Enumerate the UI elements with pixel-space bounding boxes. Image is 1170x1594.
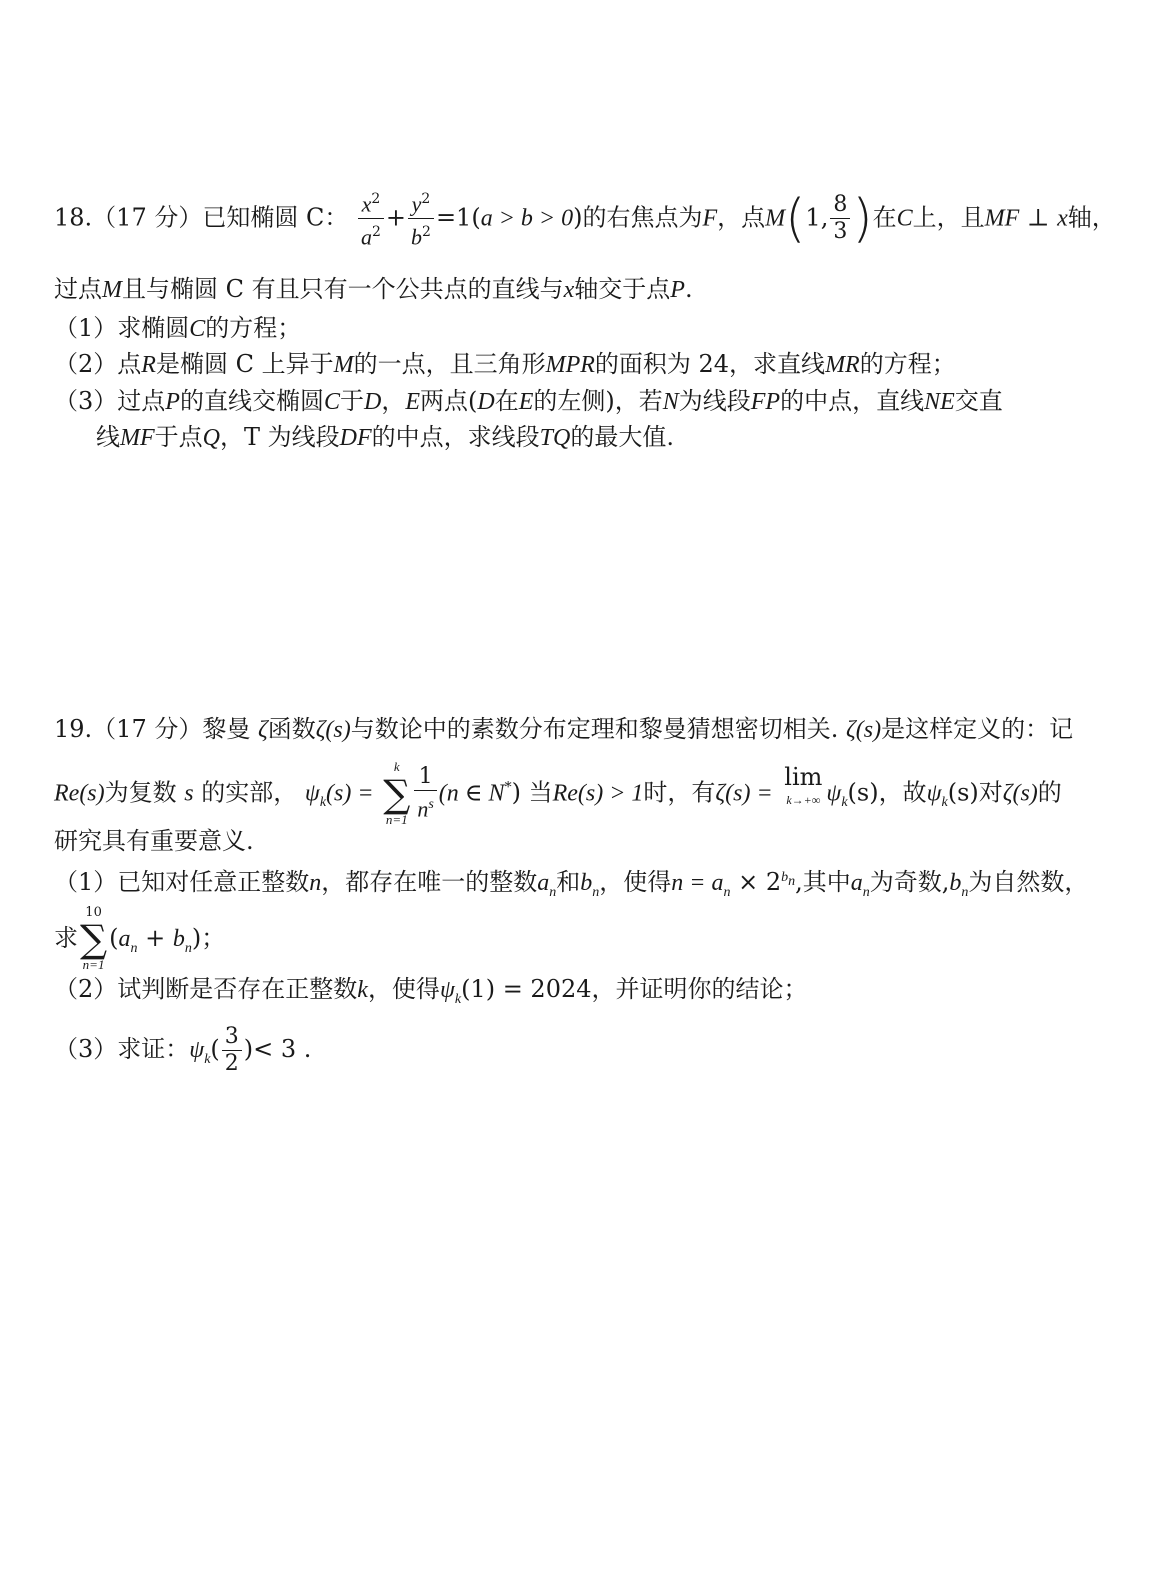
q19-frac: $\frac{1}{n^s}$ <box>414 764 436 823</box>
q18-part-2: （2）点R是椭圆 C 上异于M的一点，且三角形MPR的面积为 24，求直线MR的方程； <box>54 350 956 378</box>
q18-frac-y: $\frac{y^2}{b^2}$ <box>408 186 434 252</box>
q19-part-1-cont: 求 10 ∑ n=1 $(a_n + b_n)$； <box>54 905 226 972</box>
q18-frac-x: $\frac{x^2}{a^2}$ <box>358 186 384 252</box>
q18-part-1: （1）求椭圆C的方程； <box>54 314 302 342</box>
q18-point-y-frac: $\frac{8}{3}$ <box>830 192 850 245</box>
q19-part-3: （3）求证：$\psi_k$( $\frac{3}{2}$ )< 3 . <box>54 1024 312 1076</box>
q19-part-1: （1）已知对任意正整数n，都存在唯一的整数$a_n$和$b_n$，使得$n = a_n \times 2^{b_n}$,其中$a_n$为奇数$,b_n$为自然数， <box>54 868 1089 900</box>
q19-part-2: （2）试判断是否存在正整数k，使得$\psi_k(1) = 2024$，并证明你的结论； <box>54 975 808 1007</box>
q19-sum-10: 10 ∑ n=1 <box>80 905 108 972</box>
q19-sum: k ∑ n=1 <box>383 759 411 827</box>
q18-part-3: （3）过点P的直线交椭圆C于D，E两点(D在E的左侧)，若N为线段FP的中点，直线NE交直 <box>54 387 1003 415</box>
q19-line-1: 19.（17 分）黎曼 ζ函数ζ(s)与数论中的素数分布定理和黎曼猜想密切相关. ζ(s)是这样定义的：记 <box>54 715 1074 743</box>
q18-part-3-cont: 线MF于点Q，T 为线段DF的中点，求线段TQ的最大值. <box>96 423 674 451</box>
q19-number: 19. <box>54 715 93 743</box>
q18-line-2: 过点M且与椭圆 C 有且只有一个公共点的直线与x轴交于点P. <box>54 275 693 303</box>
q19-frac-3-2: $\frac{3}{2}$ <box>222 1024 242 1077</box>
q19-limit: lim k→+∞ <box>784 763 823 807</box>
q18-line-1: 18.（17 分）已知椭圆 C： $\frac{x^2}{a^2}$ + $\frac{y^2}{b^2}$ =1(a > b > 0)的右焦点为F，点M(1, $\frac{8}{3}$ )在C上，且MF ⊥ x轴， <box>54 186 1130 252</box>
q19-line-3: 研究具有重要意义. <box>54 827 254 855</box>
q19-line-2: Re(s)为复数 s 的实部， $\psi_k(s)$ = k ∑ n=1 $\frac{1}{n^s}$ (n ∈ N*) 当Re(s) > 1时，有ζ(s) = lim k→+∞ $\psi_k(s)$，故$\psi_k(s)$对ζ(s)的 <box>54 759 1062 827</box>
q19-points: （17 分） <box>92 715 203 743</box>
q18-number: 18. <box>54 203 93 232</box>
q18-points: （17 分） <box>92 203 203 232</box>
